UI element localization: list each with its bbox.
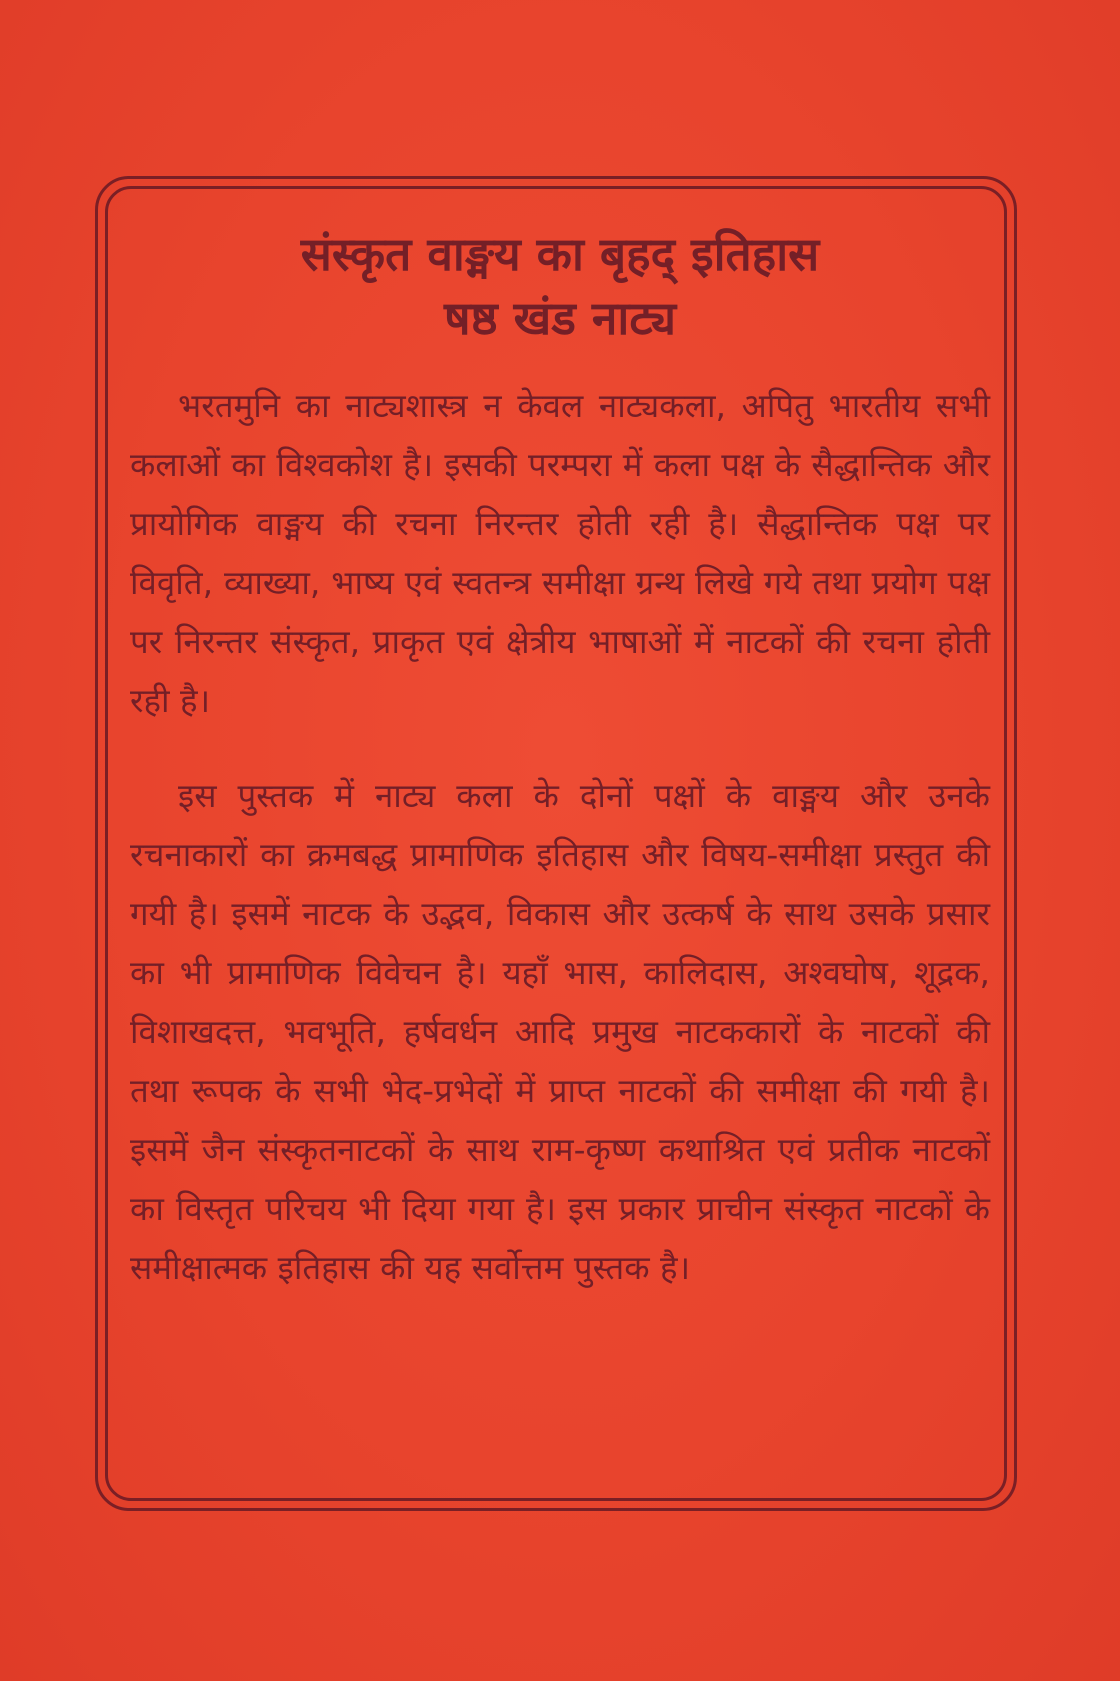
text-panel bbox=[130, 222, 990, 1297]
paragraph-2: इस पुस्तक में नाट्य कला के दोनों पक्षों के वाङ्मय और उनके रचनाकारों का क्रमबद्ध प्रामाणिक इतिहास और विषय-समीक्षा प्रस्तुत की गयी है। इसमें नाटक के उद्भव, विकास और उत्कर्ष के साथ उसके प्रसार का भी प्रामाणिक विवेचन है। यहाँ भास, कालिदास, अश्वघोष, शूद्रक, विशाखदत्त, भवभूति, हर्षवर्धन आदि प्रमुख नाटककारों के नाटकों की तथा रूपक के सभी भेद-प्रभेदों में प्राप्त नाटकों की समीक्षा की गयी है। इसमें जैन संस्कृतनाटकों के साथ राम-कृष्ण कथाश्रित एवं प्रतीक नाटकों का विस्तृत परिचय भी दिया गया है। इस प्रकार प्राचीन संस्कृत नाटकों के समीक्षात्मक इतिहास की यह सर्वोत्तम पुस्तक है। bbox=[130, 776, 990, 1287]
volume-subtitle: षष्ठ खंड नाट्य bbox=[443, 291, 677, 345]
book-title: संस्कृत वाङ्मय का बृहद् इतिहास bbox=[300, 227, 820, 281]
paragraph-1: भरतमुनि का नाट्यशास्त्र न केवल नाट्यकला, अपितु भारतीय सभी कलाओं का विश्वकोश है। इसकी परम्परा में कला पक्ष के सैद्धान्तिक और प्रायोगिक वाङ्मय की रचना निरन्तर होती रही है। सैद्धान्तिक पक्ष पर विवृति, व्याख्या, भाष्य एवं स्वतन्त्र समीक्षा ग्रन्थ लिखे गये तथा प्रयोग पक्ष पर निरन्तर संस्कृत, प्राकृत एवं क्षेत्रीय भाषाओं में नाटकों की रचना होती रही है। bbox=[130, 386, 990, 720]
